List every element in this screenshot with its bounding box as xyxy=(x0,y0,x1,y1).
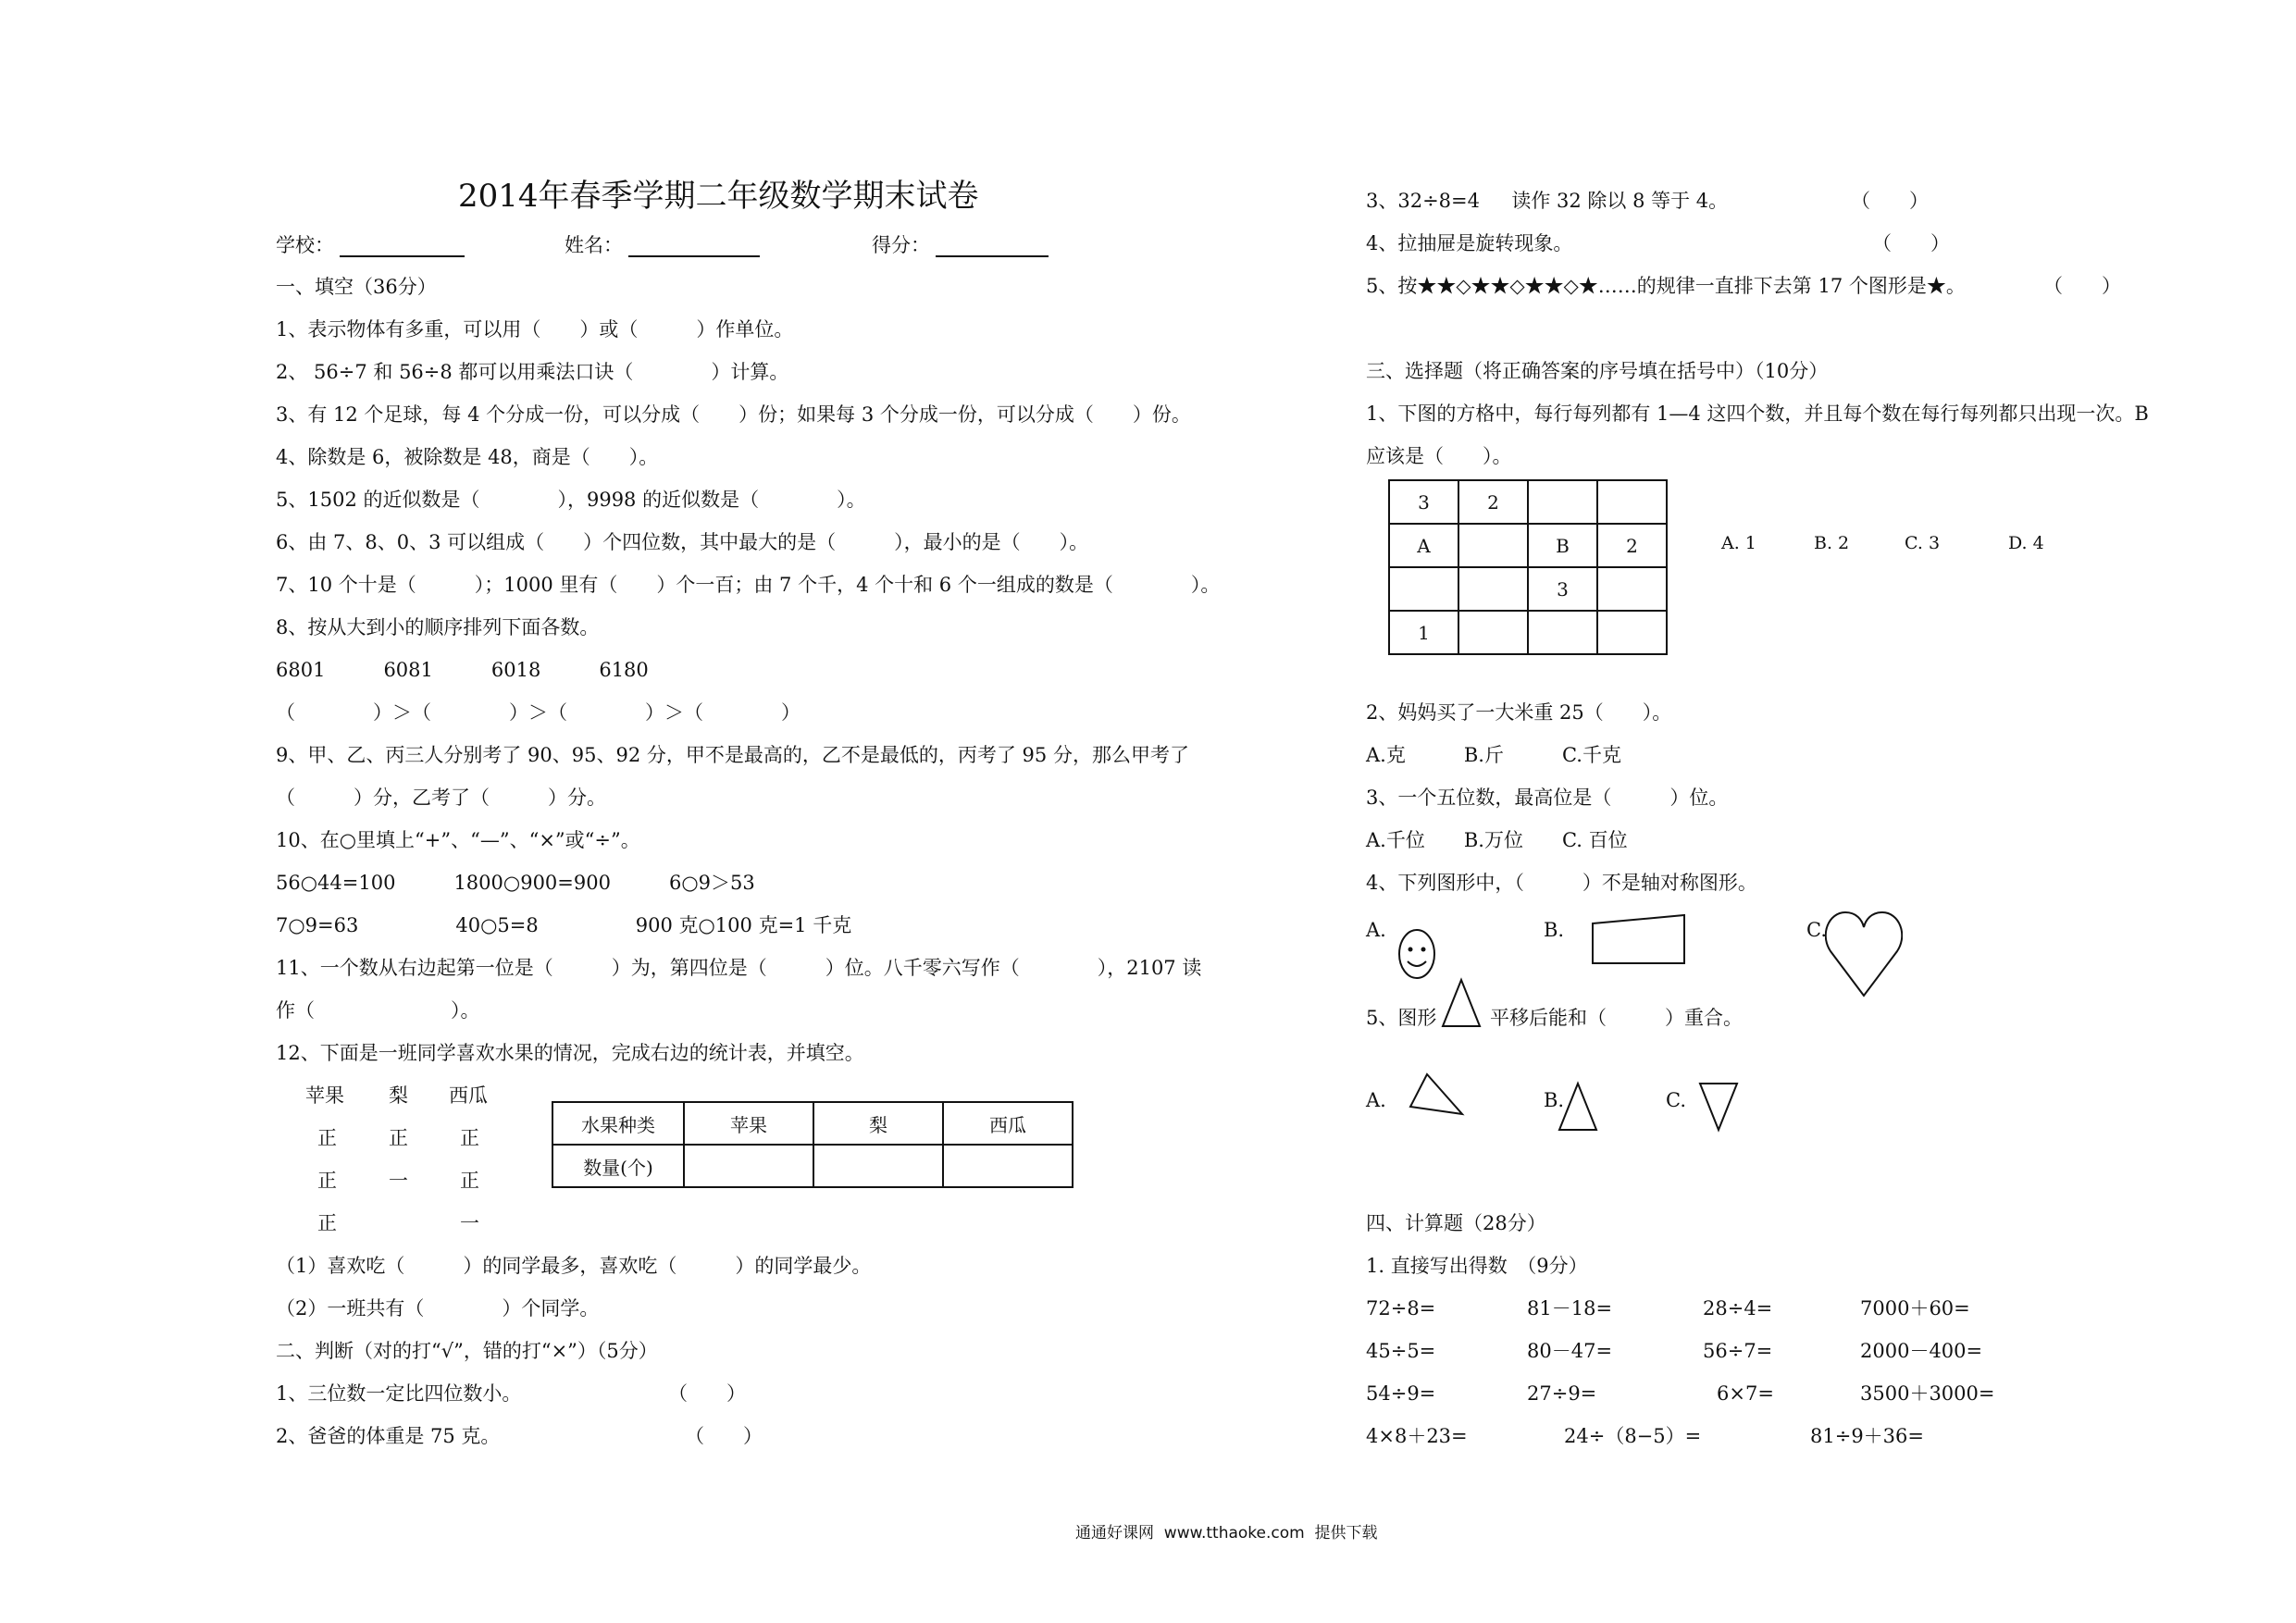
grid-cell: 3 xyxy=(1528,567,1597,611)
name-blank[interactable] xyxy=(628,235,760,257)
calc-item: 2000－400= xyxy=(1860,1340,1983,1362)
smiley-face-icon xyxy=(1396,927,1438,981)
latin-square-grid xyxy=(1388,479,1668,655)
grid-cell: 2 xyxy=(1458,480,1528,524)
s1-q11-line2: 作（ ）。 xyxy=(276,999,480,1022)
heart-shape-icon xyxy=(1825,909,1903,997)
grid-cell: 2 xyxy=(1597,524,1667,567)
calc-item: 45÷5= xyxy=(1366,1340,1436,1362)
fruit-table-input[interactable] xyxy=(813,1145,943,1187)
fruit-table-count-row xyxy=(552,1145,1073,1187)
fruit-table-cell: 梨 xyxy=(813,1102,943,1145)
s1-q7: 7、10 个十是（ ）；1000 里有（ ）个一百；由 7 个千，4 个十和 6 个一组成的数是（ ）。 xyxy=(276,574,1221,596)
s2-q1-answer[interactable]: （ ） xyxy=(668,1382,746,1405)
s1-q9-line1: 9、甲、乙、丙三人分别考了 90、95、92 分，甲不是最高的，乙不是最低的，丙考了 95 分，那么甲考了 xyxy=(276,744,1189,766)
trapezoid-shape-icon xyxy=(1590,912,1688,966)
s1-q4: 4、除数是 6，被除数是 48，商是（ ）。 xyxy=(276,446,659,468)
tally-melon-2: 正 xyxy=(460,1170,479,1192)
s3-q5-suffix: 平移后能和（ ）重合。 xyxy=(1490,1007,1743,1029)
inverted-triangle-icon xyxy=(1697,1081,1740,1133)
s1-q8-numbers: 6801 6081 6018 6180 xyxy=(276,659,649,681)
s2-q4-answer[interactable]: （ ） xyxy=(1872,232,1950,254)
rotated-triangle-icon xyxy=(1407,1072,1466,1118)
fruit-table-input[interactable] xyxy=(943,1145,1073,1187)
grid-cell xyxy=(1458,567,1528,611)
s1-q12-part1: （1）喜欢吃（ ）的同学最多，喜欢吃（ ）的同学最少。 xyxy=(276,1255,872,1277)
calc-item: 6×7= xyxy=(1717,1382,1774,1405)
grid-cell: 1 xyxy=(1389,611,1458,654)
s3-q1-line2: 应该是（ ）。 xyxy=(1366,445,1512,467)
fruit-stat-table xyxy=(552,1101,1074,1188)
s3-q3-options: A.千位 B.万位 C. 百位 xyxy=(1366,829,1628,851)
grid-cell xyxy=(1389,567,1458,611)
s1-q5: 5、1502 的近似数是（ ），9998 的近似数是（ ）。 xyxy=(276,489,866,511)
tally-header-apple: 苹果 xyxy=(305,1084,344,1107)
s3-q5-label-b: B. xyxy=(1544,1089,1565,1111)
s3-q5-prefix: 5、图形 xyxy=(1366,1007,1437,1029)
footer-credit: 通通好课网 www.tthaoke.com 提供下载 xyxy=(1075,1524,1378,1542)
s3-q4-label-c: C. xyxy=(1806,919,1827,941)
s1-q9-line2: （ ）分，乙考了（ ）分。 xyxy=(276,787,606,809)
grid-cell xyxy=(1597,567,1667,611)
s3-q1-option-a[interactable]: A. 1 xyxy=(1721,533,1756,553)
s1-q10: 10、在○里填上“+”、“—”、“×”或“÷”。 xyxy=(276,829,640,851)
s2-q2-answer[interactable]: （ ） xyxy=(685,1425,763,1447)
s3-q4: 4、下列图形中，（ ）不是轴对称图形。 xyxy=(1366,872,1757,894)
name-field xyxy=(565,233,760,257)
s2-q4: 4、拉抽屉是旋转现象。 xyxy=(1366,232,1573,254)
score-label: 得分： xyxy=(872,234,930,256)
s3-q2: 2、妈妈买了一大米重 25（ ）。 xyxy=(1366,701,1672,724)
fruit-table-cell: 苹果 xyxy=(684,1102,813,1145)
fruit-table-cell: 数量(个) xyxy=(552,1145,684,1187)
s2-q5: 5、按★★◇★★◇★★◇★……的规律一直排下去第 17 个图形是★。 xyxy=(1366,275,1966,297)
tally-apple-1: 正 xyxy=(317,1127,337,1149)
calc-item: 4×8＋23= xyxy=(1366,1425,1468,1447)
grid-cell xyxy=(1528,611,1597,654)
s3-q1-line1: 1、下图的方格中，每行每列都有 1—4 这四个数，并且每个数在每行每列都只出现一次。B xyxy=(1366,403,2149,425)
s1-q3: 3、有 12 个足球，每 4 个分成一份，可以分成（ ）份；如果每 3 个分成一份，可以分成（ ）份。 xyxy=(276,403,1191,426)
calc-item: 81÷9＋36= xyxy=(1810,1425,1924,1447)
tally-pear-2: 一 xyxy=(389,1170,408,1192)
calc-item: 80－47= xyxy=(1527,1340,1613,1362)
grid-cell: A xyxy=(1389,524,1458,567)
score-field xyxy=(872,233,1049,257)
calc-item: 72÷8= xyxy=(1366,1297,1436,1319)
calc-item: 24÷（8−5）= xyxy=(1564,1425,1702,1447)
s2-q3: 3、32÷8=4 读作 32 除以 8 等于 4。 xyxy=(1366,190,1729,212)
section2-heading: 二、判断（对的打“√”，错的打“×”）（5分） xyxy=(276,1340,658,1362)
s1-q10-row2: 7○9=63 40○5=8 900 克○100 克=1 千克 xyxy=(276,914,852,936)
name-label: 姓名： xyxy=(565,234,623,256)
section4-heading: 四、计算题（28分） xyxy=(1366,1212,1546,1234)
s1-q2: 2、 56÷7 和 56÷8 都可以用乘法口诀（ ）计算。 xyxy=(276,361,789,383)
s3-q1-option-c[interactable]: C. 3 xyxy=(1905,533,1941,553)
calc-item: 27÷9= xyxy=(1527,1382,1597,1405)
grid-cell xyxy=(1458,524,1528,567)
grid-cell xyxy=(1597,611,1667,654)
grid-row xyxy=(1389,480,1667,524)
school-blank[interactable] xyxy=(340,235,465,257)
grid-row xyxy=(1389,611,1667,654)
s1-q10-row1: 56○44=100 1800○900=900 6○9＞53 xyxy=(276,872,755,894)
grid-cell xyxy=(1528,480,1597,524)
fruit-table-header-row xyxy=(552,1102,1073,1145)
section1-heading: 一、填空（36分） xyxy=(276,276,437,298)
calc-item: 56÷7= xyxy=(1703,1340,1773,1362)
reference-triangle-icon xyxy=(1440,977,1483,1029)
grid-cell: 3 xyxy=(1389,480,1458,524)
school-field xyxy=(276,233,465,257)
grid-row xyxy=(1389,567,1667,611)
exam-title: 2014年春季学期二年级数学期末试卷 xyxy=(458,178,979,215)
calc-item: 7000＋60= xyxy=(1860,1297,1970,1319)
grid-cell xyxy=(1458,611,1528,654)
s1-q12-part2: （2）一班共有（ ）个同学。 xyxy=(276,1297,600,1319)
s1-q6: 6、由 7、8、0、3 可以组成（ ）个四位数，其中最大的是（ ），最小的是（ ）。 xyxy=(276,531,1089,553)
s3-q5-label-a: A. xyxy=(1366,1089,1386,1111)
s2-q1: 1、三位数一定比四位数小。 xyxy=(276,1382,522,1405)
tally-header-pear: 梨 xyxy=(389,1084,408,1107)
s2-q3-answer[interactable]: （ ） xyxy=(1851,190,1929,212)
s3-q5-label-c: C. xyxy=(1666,1089,1686,1111)
s3-q1-option-d[interactable]: D. 4 xyxy=(2008,533,2044,553)
s3-q4-label-a: A. xyxy=(1366,919,1386,941)
s1-q1: 1、表示物体有多重，可以用（ ）或（ ）作单位。 xyxy=(276,318,794,341)
tally-apple-3: 正 xyxy=(317,1212,337,1234)
tally-header-melon: 西瓜 xyxy=(449,1084,488,1107)
s3-q3: 3、一个五位数，最高位是（ ）位。 xyxy=(1366,787,1729,809)
fruit-table-cell: 水果种类 xyxy=(552,1102,684,1145)
section3-heading: 三、选择题（将正确答案的序号填在括号中）（10分） xyxy=(1366,360,1829,382)
fruit-table-cell: 西瓜 xyxy=(943,1102,1073,1145)
calc-item: 54÷9= xyxy=(1366,1382,1436,1405)
s1-q8-blanks: （ ）＞（ ）＞（ ）＞（ ） xyxy=(276,701,800,724)
calc-item: 81－18= xyxy=(1527,1297,1613,1319)
calc-item: 28÷4= xyxy=(1703,1297,1773,1319)
s2-q5-answer[interactable]: （ ） xyxy=(2043,275,2121,297)
school-label: 学校： xyxy=(276,234,334,256)
grid-cell xyxy=(1597,480,1667,524)
s1-q8: 8、按从大到小的顺序排列下面各数。 xyxy=(276,616,600,638)
tally-melon-1: 正 xyxy=(460,1127,479,1149)
upright-triangle-icon xyxy=(1557,1081,1599,1133)
s3-q1-option-b[interactable]: B. 2 xyxy=(1814,533,1850,553)
s2-q2: 2、爸爸的体重是 75 克。 xyxy=(276,1425,501,1447)
grid-row xyxy=(1389,524,1667,567)
score-blank[interactable] xyxy=(936,235,1049,257)
s1-q11-line1: 11、一个数从右边起第一位是（ ）为，第四位是（ ）位。八千零六写作（ ），2107 读 xyxy=(276,957,1202,979)
grid-cell: B xyxy=(1528,524,1597,567)
fruit-table-input[interactable] xyxy=(684,1145,813,1187)
s3-q2-options: A.克 B.斤 C.千克 xyxy=(1366,744,1621,766)
s1-q12: 12、下面是一班同学喜欢水果的情况，完成右边的统计表，并填空。 xyxy=(276,1042,864,1064)
tally-melon-3: 一 xyxy=(460,1212,479,1234)
calc-item: 3500＋3000= xyxy=(1860,1382,1995,1405)
s3-q4-label-b: B. xyxy=(1544,919,1565,941)
tally-apple-2: 正 xyxy=(317,1170,337,1192)
s4-sub1: 1. 直接写出得数 （9分） xyxy=(1366,1255,1588,1277)
tally-pear-1: 正 xyxy=(389,1127,408,1149)
